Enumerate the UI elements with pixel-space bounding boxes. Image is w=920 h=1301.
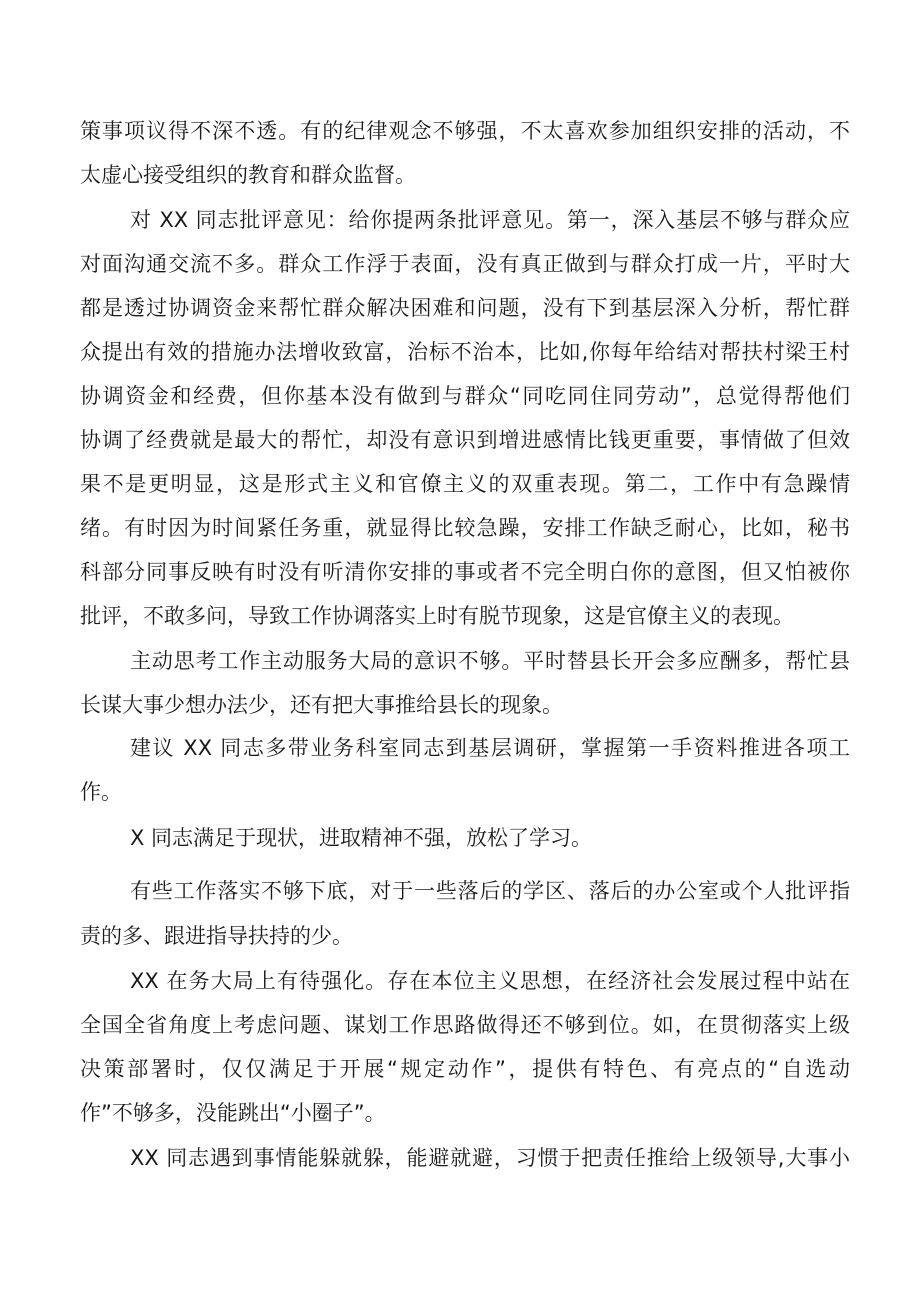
text-line: 对 XX 同志批评意见：给你提两条批评意见。第一，深入基层不够与群众应 bbox=[130, 208, 850, 232]
text-line: 果不是更明显，这是形式主义和官僚主义的双重表现。第二，工作中有急躁情 bbox=[80, 472, 850, 496]
text-line: 决策部署时，仅仅满足于开展“规定动作”，提供有特色、有亮点的“自选动 bbox=[80, 1057, 850, 1081]
text-line: 协调了经费就是最大的帮忙，却没有意识到增进感情比钱更重要，事情做了但效 bbox=[80, 428, 850, 452]
text-line: XX 同志遇到事情能躲就躲，能避就避，习惯于把责任推给上级领导,大事小 bbox=[130, 1146, 850, 1170]
text-line: 绪。有时因为时间紧任务重，就显得比较急躁，安排工作缺乏耐心，比如，秘书 bbox=[80, 516, 850, 540]
text-line: 批评，不敢多问，导致工作协调落实上时有脱节现象，这是官僚主义的表现。 bbox=[80, 604, 794, 628]
text-line: 有些工作落实不够下底，对于一些落后的学区、落后的办公室或个人批评指 bbox=[130, 879, 850, 903]
text-line: X 同志满足于现状，进取精神不强，放松了学习。 bbox=[130, 826, 593, 850]
text-line: 建议 XX 同志多带业务科室同志到基层调研，掌握第一手资料推进各项工 bbox=[130, 736, 850, 760]
text-line: 策事项议得不深不透。有的纪律观念不够强，不太喜欢参加组织安排的活动，不 bbox=[80, 119, 850, 143]
text-line: 作”不够多，没能跳出“小圈子”。 bbox=[80, 1101, 386, 1125]
text-line: 都是透过协调资金来帮忙群众解决困难和问题，没有下到基层深入分析，帮忙群 bbox=[80, 296, 850, 320]
text-line: 责的多、跟进指导扶持的少。 bbox=[80, 924, 353, 948]
text-line: 主动思考工作主动服务大局的意识不够。平时替县长开会多应酬多，帮忙县 bbox=[130, 649, 850, 673]
text-line: 对面沟通交流不多。群众工作浮于表面，没有真正做到与群众打成一片，平时大 bbox=[80, 252, 850, 276]
text-line: 科部分同事反映有时没有听清你安排的事或者不完全明白你的意图，但又怕被你 bbox=[80, 560, 850, 584]
text-line: XX 在务大局上有待强化。存在本位主义思想，在经济社会发展过程中站在 bbox=[130, 969, 850, 993]
text-line: 协调资金和经费，但你基本没有做到与群众“同吃同住同劳动”，总觉得帮他们 bbox=[80, 384, 850, 408]
text-line: 长谋大事少想办法少，还有把大事推给县长的现象。 bbox=[80, 693, 563, 717]
text-line: 太虚心接受组织的教育和群众监督。 bbox=[80, 163, 416, 187]
text-line: 作。 bbox=[80, 780, 122, 804]
text-line: 众提出有效的措施办法增收致富，治标不治本，比如,你每年给结对帮扶村梁王村 bbox=[80, 340, 850, 364]
text-line: 全国全省角度上考虑问题、谋划工作思路做得还不够到位。如，在贯彻落实上级 bbox=[80, 1013, 850, 1037]
